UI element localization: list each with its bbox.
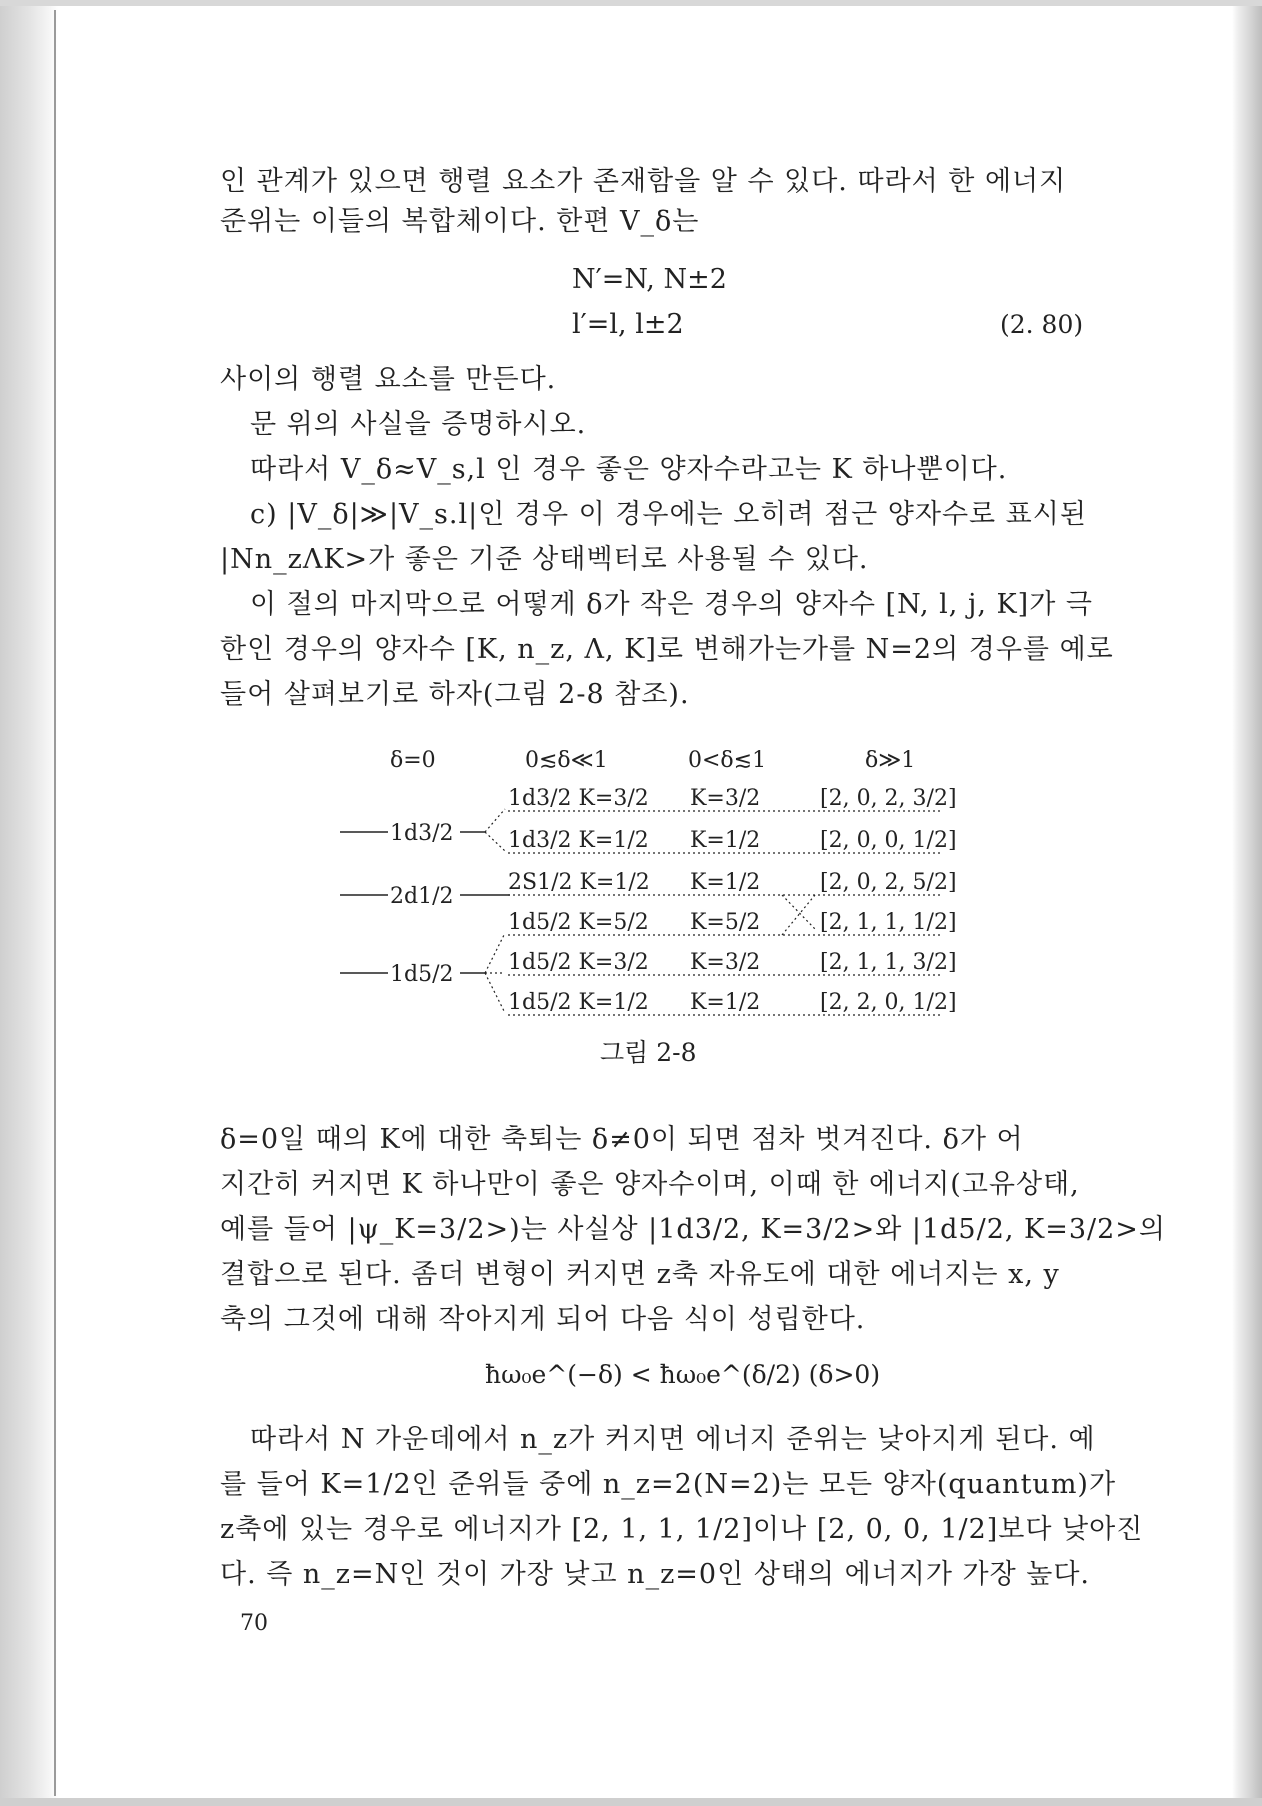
- text-line: 인 관계가 있으면 행렬 요소가 존재함을 알 수 있다. 따라서 한 에너지: [220, 166, 1067, 197]
- page-bottom-edge: [0, 1798, 1262, 1806]
- split-lines: [485, 809, 505, 851]
- diagram-header: 0<δ≲1: [688, 748, 767, 773]
- quantum-number-label: [2, 1, 1, 1/2]: [820, 910, 957, 935]
- inequality: ħω₀e^(−δ) < ħω₀e^(δ/2) (δ>0): [485, 1360, 881, 1389]
- quantum-number-label: [2, 0, 2, 5/2]: [820, 870, 957, 895]
- state-label: 1d5/2 K=3/2: [508, 950, 649, 975]
- text-line: 따라서 N 가운데에서 n_z가 커지면 에너지 준위는 낮아지게 된다. 예: [250, 1424, 1096, 1455]
- equation-number: (2. 80): [1000, 310, 1084, 339]
- text-line: 다. 즉 n_z=N인 것이 가장 낮고 n_z=0인 상태의 에너지가 가장 높다.: [220, 1559, 1090, 1590]
- level-label: 2d1/2: [390, 884, 454, 909]
- equation-row: N′=N, N±2: [572, 264, 727, 295]
- text-line: 를 들어 K=1/2인 준위들 중에 n_z=2(N=2)는 모든 양자(quantum)가: [220, 1469, 1117, 1500]
- state-label: 1d3/2 K=1/2: [508, 828, 649, 853]
- page-number: 70: [240, 1611, 268, 1636]
- state-label: 1d3/2 K=3/2: [508, 786, 649, 811]
- text-line: 들어 살펴보기로 하자(그림 2-8 참조).: [220, 679, 690, 710]
- page-right-shadow: [1232, 0, 1262, 1806]
- k-label: K=5/2: [690, 910, 761, 935]
- text-line: δ=0일 때의 K에 대한 축퇴는 δ≠0이 되면 점차 벗겨진다. δ가 어: [220, 1124, 1024, 1155]
- quantum-number-label: [2, 0, 2, 3/2]: [820, 786, 957, 811]
- text-line: 사이의 행렬 요소를 만든다.: [220, 364, 557, 395]
- text-line: 이 절의 마지막으로 어떻게 δ가 작은 경우의 양자수 [N, l, j, K]가 극: [250, 589, 1093, 620]
- text-line: 예를 들어 |ψ_K=3/2>)는 사실상 |1d3/2, K=3/2>와 |1d5/2, K=3/2>의: [220, 1214, 1166, 1245]
- text-line: 한인 경우의 양자수 [K, n_z, Λ, K]로 변해가는가를 N=2의 경우를 예로: [220, 634, 1114, 665]
- level-label: 1d5/2: [390, 962, 454, 987]
- k-label: K=1/2: [690, 990, 761, 1015]
- split-lines: [485, 933, 505, 1013]
- text-line: 따라서 V_δ≈V_s,l 인 경우 좋은 양자수라고는 K 하나뿐이다.: [250, 454, 1008, 485]
- text-line: z축에 있는 경우로 에너지가 [2, 1, 1, 1/2]이나 [2, 0, 0, 1/2]보다 낮아진: [220, 1514, 1144, 1545]
- state-label: 1d5/2 K=1/2: [508, 990, 649, 1015]
- text-line: 축의 그것에 대해 작아지게 되어 다음 식이 성립한다.: [220, 1304, 866, 1335]
- state-label: 2S1/2 K=1/2: [508, 870, 650, 895]
- text-line: 결합으로 된다. 좀더 변형이 커지면 z축 자유도에 대한 에너지는 x, y: [220, 1259, 1060, 1290]
- binding-edge: [54, 10, 56, 1796]
- diagram-header: δ≫1: [865, 748, 916, 773]
- k-label: K=1/2: [690, 870, 761, 895]
- k-label: K=3/2: [690, 786, 761, 811]
- level-label: 1d3/2: [390, 821, 454, 846]
- page-left-shadow: [0, 0, 58, 1806]
- diagram-header: 0≲δ≪1: [525, 748, 608, 773]
- quantum-number-label: [2, 1, 1, 3/2]: [820, 950, 957, 975]
- equation-row: l′=l, l±2: [572, 309, 684, 340]
- k-label: K=3/2: [690, 950, 761, 975]
- crossing-lines: [782, 895, 815, 935]
- state-label: 1d5/2 K=5/2: [508, 910, 649, 935]
- figure-caption: 그림 2-8: [600, 1038, 697, 1067]
- text-line: 준위는 이들의 복합체이다. 한편 V_δ는: [220, 206, 700, 237]
- diagram-header: δ=0: [390, 748, 436, 773]
- text-line: |Nn_zΛK>가 좋은 기준 상태벡터로 사용될 수 있다.: [220, 544, 869, 575]
- k-label: K=1/2: [690, 828, 761, 853]
- quantum-number-label: [2, 0, 0, 1/2]: [820, 828, 957, 853]
- text-line: 문 위의 사실을 증명하시오.: [250, 409, 587, 440]
- text-line: 지간히 커지면 K 하나만이 좋은 양자수이며, 이때 한 에너지(고유상태,: [220, 1169, 1080, 1200]
- page-top-edge: [0, 0, 1262, 6]
- energy-level-diagram: [300, 735, 960, 1035]
- text-line: c) |V_δ|≫|V_s.l|인 경우 이 경우에는 오히려 점근 양자수로 표시된: [250, 499, 1087, 530]
- quantum-number-label: [2, 2, 0, 1/2]: [820, 990, 957, 1015]
